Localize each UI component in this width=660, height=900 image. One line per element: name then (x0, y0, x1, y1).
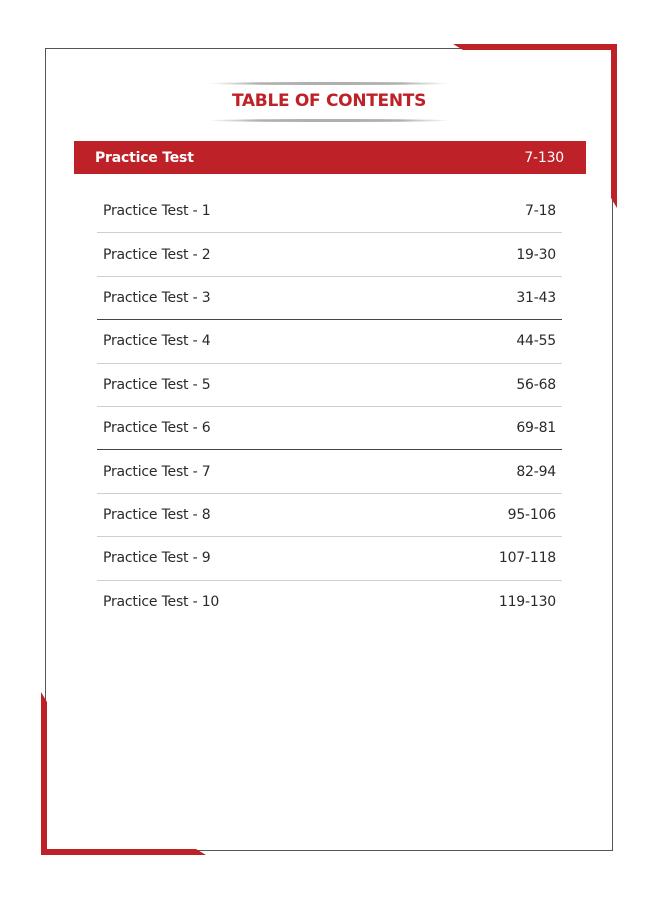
page-title: TABLE OF CONTENTS (231, 91, 427, 111)
toc-entry-label: Practice Test - 10 (103, 594, 220, 611)
toc-entry-pages: 69-81 (516, 420, 556, 437)
toc-entry[interactable] (97, 537, 562, 580)
toc-entry[interactable] (97, 277, 562, 320)
toc-entry-pages: 56-68 (516, 376, 556, 393)
toc-entry[interactable] (97, 581, 562, 624)
toc-entry-label: Practice Test - 8 (103, 506, 211, 523)
toc-entry-label: Practice Test - 9 (103, 550, 211, 567)
toc-entry-pages: 95-106 (507, 506, 556, 523)
toc-entry-pages: 19-30 (516, 246, 556, 263)
toc-entry-label: Practice Test - 7 (103, 463, 211, 480)
toc-entry-label: Practice Test - 5 (103, 376, 211, 393)
toc-entry[interactable] (97, 407, 562, 450)
corner-accent-top-right (453, 44, 617, 50)
toc-entry-label: Practice Test - 2 (103, 246, 211, 263)
toc-entry[interactable] (97, 450, 562, 493)
toc-list (97, 190, 562, 624)
corner-accent-bottom-left (41, 849, 206, 855)
toc-entry-label: Practice Test - 1 (103, 203, 211, 220)
toc-entry-pages: 44-55 (516, 333, 556, 350)
toc-entry[interactable] (97, 320, 562, 363)
section-header-label: Practice Test (95, 149, 194, 166)
toc-entry-pages: 119-130 (498, 594, 556, 611)
corner-accent-bottom-left-vertical (41, 692, 47, 855)
toc-entry-pages: 82-94 (516, 463, 556, 480)
title-rule-bottom (208, 119, 450, 122)
toc-entry-pages: 31-43 (516, 289, 556, 306)
toc-entry-label: Practice Test - 4 (103, 333, 211, 350)
toc-entry[interactable] (97, 233, 562, 276)
title-rule-top (208, 82, 450, 85)
toc-entry-label: Practice Test - 3 (103, 289, 211, 306)
toc-entry[interactable] (97, 190, 562, 233)
toc-entry[interactable] (97, 494, 562, 537)
toc-entry-label: Practice Test - 6 (103, 420, 211, 437)
section-header-pages: 7-130 (524, 149, 564, 166)
toc-entry[interactable] (97, 364, 562, 407)
section-header[interactable] (74, 141, 586, 174)
toc-entry-pages: 107-118 (498, 550, 556, 567)
corner-accent-top-right-vertical (611, 44, 617, 208)
toc-entry-pages: 7-18 (525, 203, 556, 220)
title-block (208, 82, 450, 122)
